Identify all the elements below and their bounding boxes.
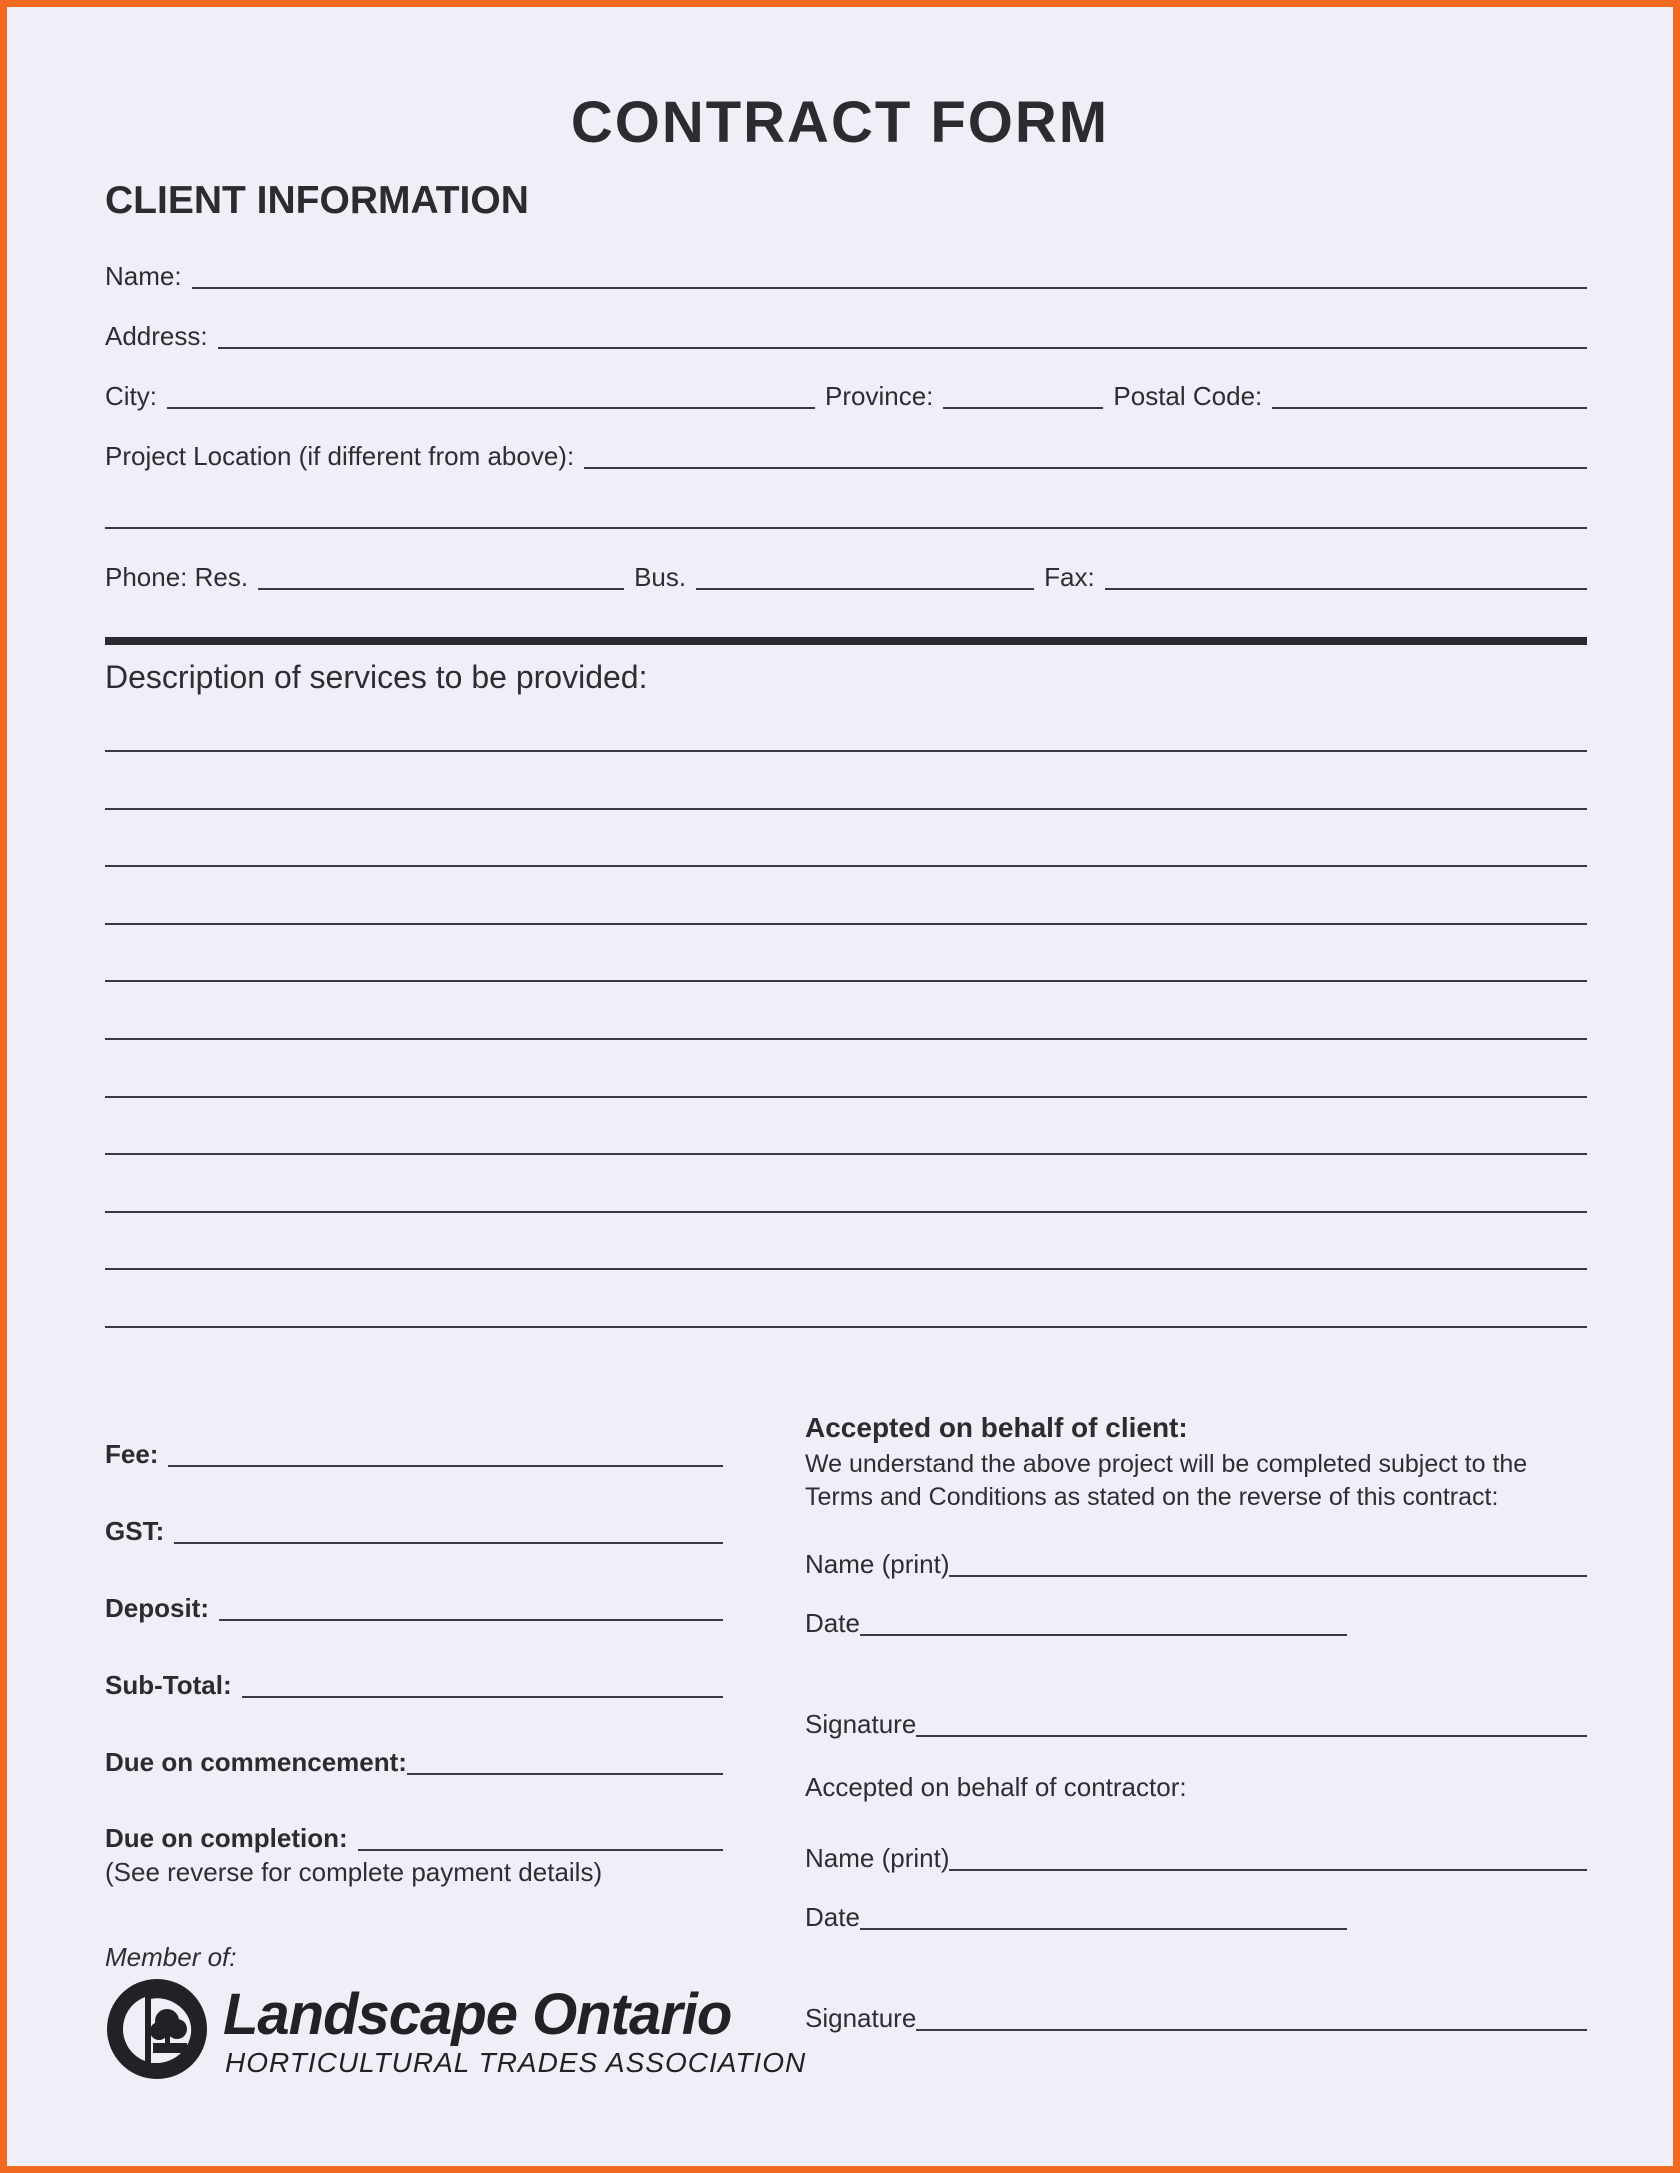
client-signature-field[interactable] <box>916 1735 1587 1737</box>
description-line[interactable] <box>105 980 1587 982</box>
client-address-row <box>105 317 1587 349</box>
client-name-print-label: Name (print) <box>805 1549 950 1579</box>
client-name-field[interactable] <box>192 287 1587 289</box>
deposit-field[interactable] <box>219 1619 723 1621</box>
gst-field[interactable] <box>174 1542 723 1544</box>
client-name-print-row <box>805 1545 1587 1577</box>
gst-label: GST: <box>105 1516 165 1546</box>
client-date-field[interactable] <box>860 1634 1347 1636</box>
description-line[interactable] <box>105 1326 1587 1328</box>
client-name-row <box>105 257 1587 289</box>
contractor-date-field[interactable] <box>860 1928 1347 1930</box>
description-heading: Description of services to be provided: <box>105 659 648 695</box>
province-field[interactable] <box>943 407 1103 409</box>
gst-row <box>105 1512 723 1544</box>
client-date-row <box>805 1604 1347 1636</box>
member-of-label: Member of: <box>105 1942 237 1972</box>
fax-field[interactable] <box>1105 588 1587 590</box>
subtotal-label: Sub-Total: <box>105 1670 232 1700</box>
phone-res-field[interactable] <box>258 588 624 590</box>
province-label: Province: <box>825 381 934 411</box>
client-name-print-field[interactable] <box>949 1575 1587 1577</box>
contractor-date-label: Date <box>805 1902 860 1932</box>
phone-row <box>105 558 1587 590</box>
postal-code-label: Postal Code: <box>1113 381 1263 411</box>
phone-bus-field[interactable] <box>696 588 1034 590</box>
contractor-signature-field[interactable] <box>916 2029 1587 2031</box>
description-line[interactable] <box>105 865 1587 867</box>
contractor-name-print-row <box>805 1839 1587 1871</box>
description-line[interactable] <box>105 1268 1587 1270</box>
contractor-date-row <box>805 1898 1347 1930</box>
project-location-row <box>105 437 1587 469</box>
client-signature-row <box>805 1705 1587 1737</box>
project-location-field-line2[interactable] <box>105 527 1587 529</box>
city-province-postal-row <box>105 377 1587 409</box>
description-line[interactable] <box>105 923 1587 925</box>
contractor-name-print-field[interactable] <box>949 1869 1587 1871</box>
section-divider <box>105 637 1587 645</box>
postal-code-field[interactable] <box>1272 407 1587 409</box>
description-line[interactable] <box>105 1096 1587 1098</box>
city-field[interactable] <box>167 407 815 409</box>
client-acceptance-text-line2: Terms and Conditions as stated on the reverse of this contract: <box>805 1483 1499 1511</box>
payment-details-note: (See reverse for complete payment details) <box>105 1857 603 1887</box>
description-line[interactable] <box>105 1038 1587 1040</box>
contractor-signature-row <box>805 1999 1587 2031</box>
fee-row <box>105 1435 723 1467</box>
subtotal-row <box>105 1666 723 1698</box>
due-commencement-field[interactable] <box>407 1773 723 1775</box>
contractor-acceptance-heading: Accepted on behalf of contractor: <box>805 1772 1187 1802</box>
client-acceptance-text-line1: We understand the above project will be completed subject to the <box>805 1450 1528 1478</box>
due-commencement-label: Due on commencement: <box>105 1747 407 1777</box>
client-address-field[interactable] <box>218 347 1587 349</box>
project-location-field[interactable] <box>584 467 1587 469</box>
description-line[interactable] <box>105 808 1587 810</box>
client-name-label: Name: <box>105 261 182 291</box>
due-completion-row <box>105 1819 723 1851</box>
tree-emblem-icon <box>105 1977 209 2081</box>
deposit-label: Deposit: <box>105 1593 209 1623</box>
description-line[interactable] <box>105 1153 1587 1155</box>
client-address-label: Address: <box>105 321 208 351</box>
subtotal-field[interactable] <box>242 1696 723 1698</box>
fee-label: Fee: <box>105 1439 159 1469</box>
description-line[interactable] <box>105 750 1587 752</box>
client-date-label: Date <box>805 1608 860 1638</box>
due-commencement-row <box>105 1743 723 1775</box>
organization-subtitle: HORTICULTURAL TRADES ASSOCIATION <box>225 2047 807 2078</box>
client-acceptance-heading: Accepted on behalf of client: <box>805 1412 1188 1443</box>
deposit-row <box>105 1589 723 1621</box>
client-information-heading: CLIENT INFORMATION <box>105 179 529 222</box>
city-label: City: <box>105 381 157 411</box>
project-location-label: Project Location (if different from above): <box>105 441 575 471</box>
contractor-name-print-label: Name (print) <box>805 1843 950 1873</box>
fee-field[interactable] <box>168 1465 723 1467</box>
due-completion-field[interactable] <box>358 1849 723 1851</box>
phone-bus-label: Bus. <box>634 562 687 592</box>
organization-name: Landscape Ontario <box>223 1982 732 2047</box>
due-completion-label: Due on completion: <box>105 1823 348 1853</box>
client-acceptance-text <box>805 1448 1595 1514</box>
contractor-signature-label: Signature <box>805 2003 917 2033</box>
description-line[interactable] <box>105 1211 1587 1213</box>
phone-res-label: Phone: Res. <box>105 562 249 592</box>
client-signature-label: Signature <box>805 1709 917 1739</box>
form-title: CONTRACT FORM <box>570 90 1110 155</box>
fax-label: Fax: <box>1044 562 1095 592</box>
